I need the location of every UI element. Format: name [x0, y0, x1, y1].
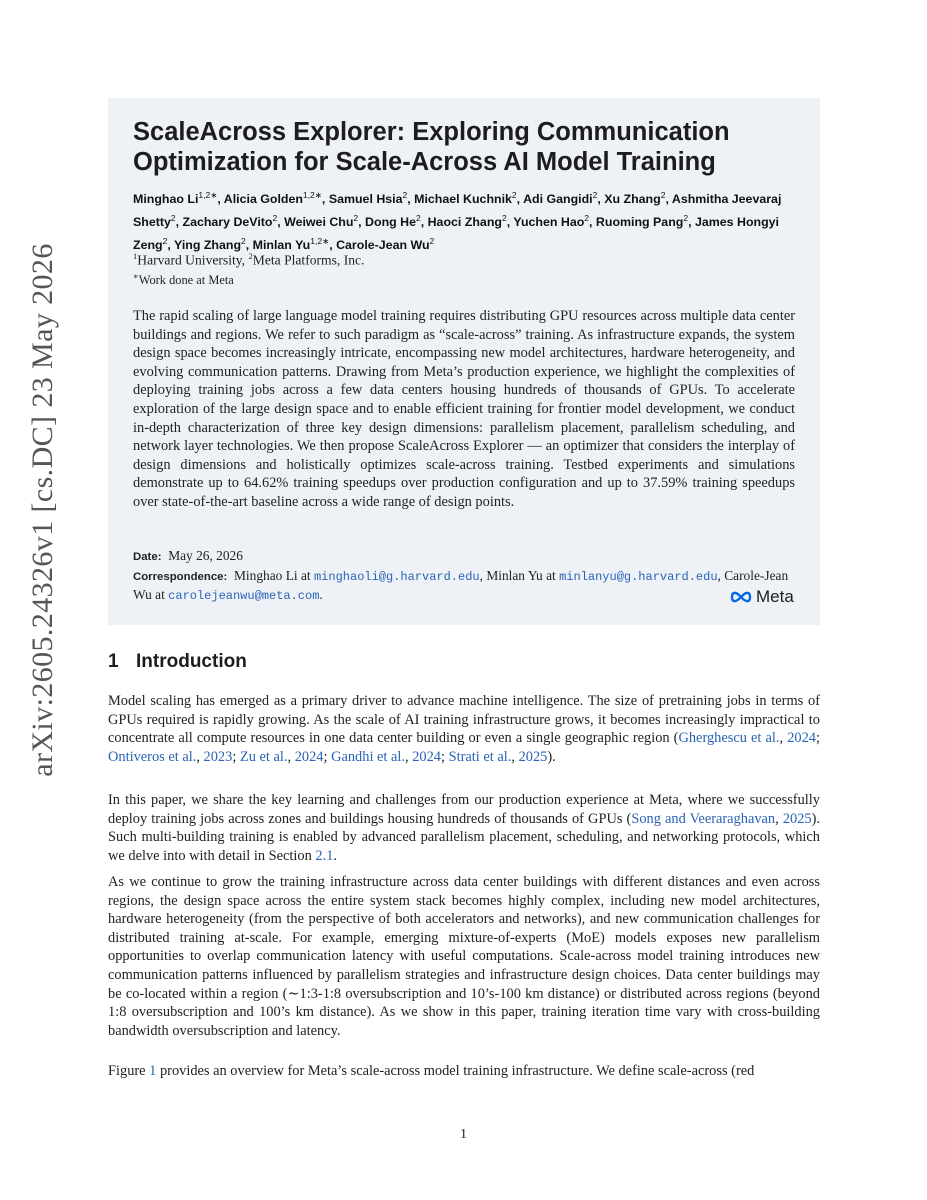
- citation-link[interactable]: 2025: [518, 748, 548, 765]
- section-heading: [108, 651, 247, 673]
- email-link-minghao[interactable]: minghaoli@g.harvard.edu: [313, 570, 480, 584]
- citation-link[interactable]: 1: [149, 1063, 157, 1079]
- page-number: 1: [460, 1127, 467, 1142]
- citation-link[interactable]: 2025: [782, 810, 812, 827]
- arxiv-identifier: [20, 130, 66, 890]
- affiliation-marker: 1: [133, 251, 138, 261]
- paragraph-text: ;: [815, 730, 820, 747]
- author-affiliation-marker: 2: [683, 213, 689, 224]
- paragraph-text: provides an overview for Meta’s scale-across model training infrastructure. We define scale-across (red: [156, 1063, 755, 1079]
- author-affiliation-marker: 2: [592, 190, 598, 200]
- author-affiliation-marker: 2: [353, 213, 359, 224]
- citation-link[interactable]: Gherghescu et al.: [678, 730, 780, 747]
- section-number: 1: [108, 651, 119, 672]
- citation-link[interactable]: 2024: [787, 730, 816, 747]
- paragraph-text: ,: [196, 748, 204, 765]
- paragraph-text: ).: [547, 748, 556, 765]
- citation-link[interactable]: Ontiveros et al.: [108, 748, 197, 765]
- author-name: Michael Kuchnik: [414, 192, 512, 207]
- paragraph-text: ;: [323, 748, 332, 765]
- citation-link[interactable]: 2023: [203, 748, 233, 765]
- intro-paragraph-1: [108, 692, 820, 766]
- correspondence-text: , Carole-Jean Wu at: [133, 568, 789, 603]
- paragraph-text: Model scaling has emerged as a primary driver to advance machine intelligence. The size of pretraining jobs in terms of GPUs required is rapidly growing. As the scale of AI training infrastructure grows, it becomes increasingly impractical to concentrate all compute resources in one data center building or even a single geographic region (: [108, 693, 820, 747]
- author-name: Minlan Yu: [252, 238, 311, 253]
- affiliation-harvard: Harvard University,: [137, 252, 249, 268]
- author-affiliation-marker: 2: [415, 213, 421, 224]
- paragraph-text: ;: [232, 748, 240, 765]
- citation-link[interactable]: 2024: [412, 748, 441, 765]
- paragraph-text: As we continue to grow the training infrastructure across data center buildings with different distances and even across regions, the design space across the entire system stack becomes highly complex, including new model architectures, hardware heterogeneity (from the perspective of both accelerators and networks), and new communication challenges for distributed training at-scale. For example, emerging mixture-of-experts (MoE) models exposes new parallelism opportunities to overlap communication latency with useful computations. Scale-across model training introduces new communication patterns influenced by parallelism strategies and infrastructure design choices. Data center buildings may be co-located within a region (∼1:3-1:8 oversubscription and 10’s-100 km distance) or distributed across regions (beyond 1:8 oversubscription and 100’s km distance). As we show in this paper, training iteration time vary with cross-building bandwidth oversubscription and latency.: [108, 874, 820, 1039]
- paragraph-text: ,: [511, 748, 519, 765]
- author-affiliation-marker: 2: [272, 213, 278, 224]
- meta-infinity-icon: [730, 590, 752, 604]
- paragraph-text: .: [333, 847, 338, 864]
- citation-link[interactable]: 2024: [294, 748, 324, 765]
- citation-link[interactable]: Gandhi et al.: [331, 748, 406, 765]
- author-name: Alicia Golden: [223, 192, 303, 207]
- affiliations: [133, 251, 364, 269]
- work-note-text: Work done at Meta: [138, 273, 234, 288]
- intro-paragraph-2: [108, 791, 820, 865]
- author-name: Ruoming Pang: [595, 215, 684, 230]
- author-affiliation-marker: 1,2∗: [302, 190, 322, 200]
- author-affiliation-marker: 2: [660, 190, 666, 200]
- author-affiliation-marker: 2: [501, 213, 507, 224]
- author-name: Ying Zhang: [174, 238, 242, 253]
- author-affiliation-marker: 1,2∗: [198, 190, 218, 200]
- author-list: Minghao $Li^{1,2∗}$, Alicia Golden$^{1,2∗}$, Samuel Hsia$^2$, Michael Kuchnik$^2$, Adi Gangidi$^2$, Xu Zhang$^2$, Ashmitha Jeevaraj Shetty$^2$, Zachary DeVito$^2$, Weiwei Chu$^2$, Dong He$^2$, Haoci Zhang$^2$, Yuchen Hao$^2$, Ruoming Pang$^2$, James Hongyi Zeng$^2$, Ying Zhang$^2$, Minlan $Yu^{1,2∗}$, Carole-Jean Wu$^2$: [133, 190, 782, 253]
- author-name: Zachary DeVito: [182, 215, 273, 230]
- paragraph-text: In this paper, we share the key learning and challenges from our production experience at Meta, where we successfully deploy training jobs across zones and buildings housing hundreds of thousands of GPUs (: [108, 792, 820, 827]
- arxiv-id-text: arXiv:2605.24326v1 [cs.DC] 23 May 2026: [26, 243, 59, 777]
- citation-link[interactable]: Zu et al.: [239, 748, 288, 765]
- author-affiliation-marker: 2: [170, 213, 176, 224]
- author-name: Minghao Li: [133, 192, 199, 207]
- affiliation-marker: 2: [248, 251, 253, 261]
- author-name: Weiwei Chu: [284, 215, 354, 230]
- email-link-carole[interactable]: carolejeanwu@meta.com: [168, 589, 320, 604]
- author-affiliation-marker: 1,2∗: [310, 236, 330, 247]
- date-label: Date:: [133, 551, 162, 563]
- paper-title: ScaleAcross Explorer: Exploring Communication Optimization for Scale-Across AI Model Training: [133, 118, 730, 176]
- author-name: Samuel Hsia: [328, 192, 403, 207]
- author-name: James Hongyi Zeng: [133, 215, 779, 253]
- affiliation-meta: Meta Platforms, Inc.: [252, 252, 365, 268]
- author-affiliation-marker: 2: [241, 236, 246, 247]
- author-name: Xu Zhang: [604, 192, 661, 207]
- paragraph-text: ). Such multi-building training is enabled by advanced parallelism placement, scheduling, and networking protocols, which we delve into with detail in Section: [108, 810, 820, 864]
- paragraph-text: ,: [775, 810, 783, 827]
- paragraph-text: ,: [405, 748, 413, 765]
- date-line: [133, 548, 243, 564]
- author-affiliation-marker: 2: [584, 213, 590, 224]
- abstract: The rapid scaling of large language model training requires distributing GPU resources across multiple data center buildings and regions. We refer to such paradigm as “scale-across” training. As infrastructure expands, the system design space becomes increasingly intricate, encompassing new model architectures, hardware heterogeneity, and evolving communication patterns. Drawing from Meta’s production experience, we highlight the complexities of deploying training jobs across a few data centers housing hundreds of thousands of GPUs. To accelerate exploration of the large design space and to enable efficient training for frontier model development, we conduct in-depth characterization of three key design dimensions: parallelism placement, parallelism scheduling, and network layer technologies. We then propose ScaleAcross Explorer — an optimizer that considers the interplay of design dimensions and holistically optimizes scale-across training. Testbed experiments and simulations demonstrate up to 64.62% training speedups over production configuration and up to 37.59% training speedups over state-of-the-art baseline across a wide range of design points.: [133, 308, 795, 510]
- citation-link[interactable]: Song and Veeraraghavan: [631, 810, 776, 827]
- paragraph-text: ,: [779, 730, 788, 747]
- author-affiliation-marker: 2: [162, 236, 168, 247]
- author-name: Yuchen Hao: [513, 215, 585, 230]
- work-note: [133, 271, 234, 288]
- work-note-marker: ∗: [133, 271, 139, 281]
- date-value: May 26, 2026: [168, 548, 243, 563]
- paragraph-text: Figure: [108, 1063, 150, 1079]
- citation-link[interactable]: 2.1: [315, 847, 334, 864]
- citation-link[interactable]: Strati et al.: [448, 748, 512, 765]
- correspondence: [133, 567, 803, 606]
- section-title: Introduction: [136, 651, 247, 672]
- author-name: Haoci Zhang: [427, 215, 502, 230]
- author-affiliation-marker: 2: [429, 236, 435, 247]
- correspondence-label: Correspondence:: [133, 571, 228, 583]
- intro-paragraph-4: [108, 1062, 820, 1081]
- correspondence-text: , Minlan Yu at: [479, 568, 560, 583]
- email-link-minlan[interactable]: minlanyu@g.harvard.edu: [559, 570, 718, 584]
- author-name: Dong He: [365, 215, 416, 230]
- meta-logo-word: Meta: [756, 587, 794, 606]
- author-name: Adi Gangidi: [523, 192, 593, 207]
- author-name: Ashmitha Jeevaraj Shetty: [133, 192, 782, 230]
- paragraph-text: ;: [441, 748, 449, 765]
- paragraph-text: ,: [287, 748, 295, 765]
- author-affiliation-marker: 2: [511, 190, 517, 200]
- author-name: Carole-Jean Wu: [336, 238, 430, 253]
- intro-paragraph-3: [108, 873, 820, 1040]
- author-affiliation-marker: 2: [402, 190, 408, 200]
- correspondence-text: Minghao Li at: [234, 568, 314, 583]
- correspondence-text: .: [319, 587, 323, 603]
- meta-logo: [730, 587, 794, 607]
